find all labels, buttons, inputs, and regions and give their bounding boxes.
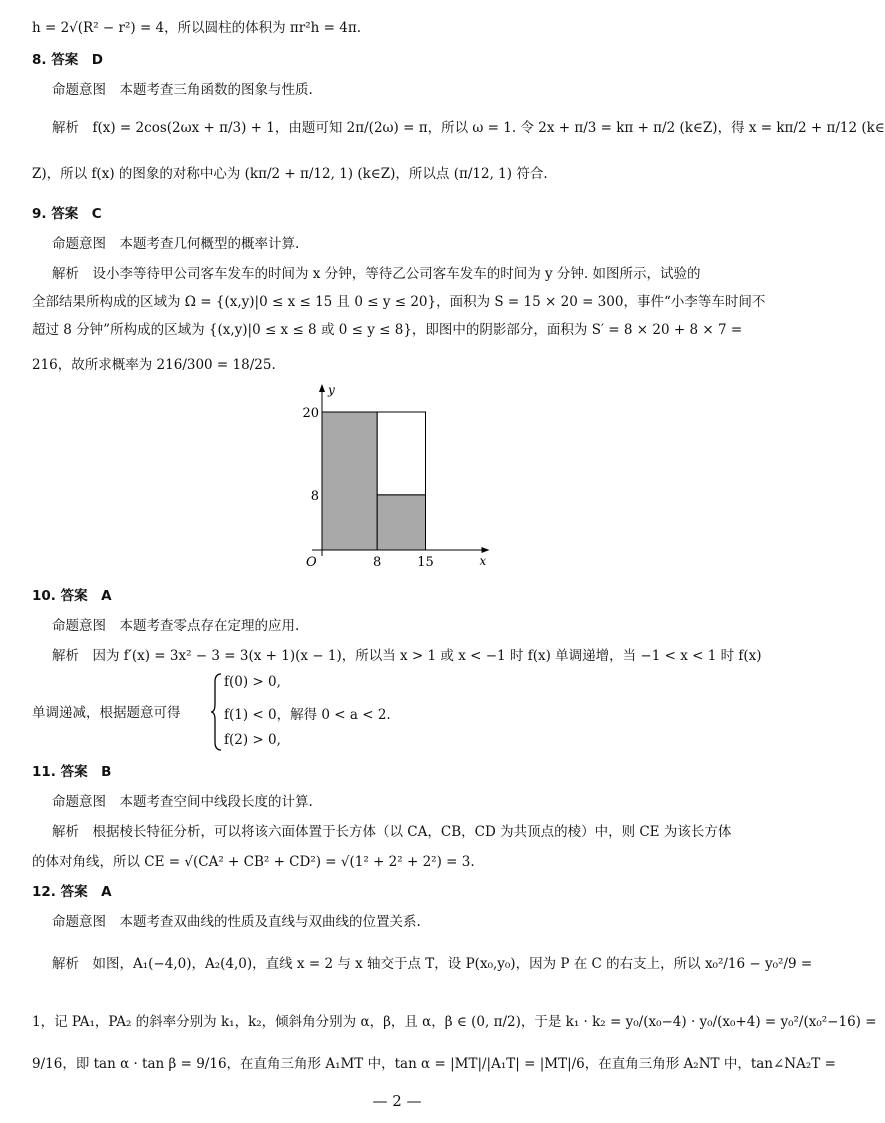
x-axis-arrow bbox=[482, 547, 490, 553]
x-axis-label: x bbox=[479, 554, 487, 568]
origin-label: O bbox=[306, 555, 317, 570]
x-tick-label-8: 8 bbox=[373, 555, 382, 570]
q11-answer-heading: 11. 答案 B bbox=[32, 764, 112, 780]
q9-intent: 命题意图 本题考查几何概型的概率计算. bbox=[52, 236, 300, 252]
q10-analysis-line-2: 单调递减，根据题意可得 bbox=[32, 705, 181, 721]
q8-intent: 命题意图 本题考查三角函数的图象与性质. bbox=[52, 82, 313, 98]
q8-analysis-line-1: 解析 f(x) = 2cos(2ωx + π/3) + 1，由题可知 2π/(2ω) = π，所以 ω = 1. 令 2x + π/3 = kπ + π/2 (k∈Z)，得 x = kπ/2 + π/12 (k∈ bbox=[52, 120, 885, 136]
page-number: — 2 — bbox=[372, 1092, 422, 1110]
probability-region-chart bbox=[296, 383, 496, 574]
q12-analysis-line-2: 1，记 PA₁，PA₂ 的斜率分别为 k₁，k₂，倾斜角分别为 α，β，且 α，β ∈ (0, π/2)，于是 k₁ · k₂ = y₀/(x₀−4) · y₀/(x₀+4) = y₀²/(x₀²−16) = bbox=[32, 1014, 877, 1030]
x-tick-label-15: 15 bbox=[417, 555, 434, 570]
left-brace bbox=[210, 672, 224, 752]
y-tick-label-20: 20 bbox=[302, 406, 319, 421]
q11-analysis-line-2: 的体对角线，所以 CE = √(CA² + CB² + CD²) = √(1² + 2² + 2²) = 3. bbox=[32, 854, 475, 870]
system-condition-1: f(0) > 0, bbox=[224, 674, 281, 690]
q9-analysis-line-3: 超过 8 分钟”所构成的区域为 {(x,y)|0 ≤ x ≤ 8 或 0 ≤ y ≤ 8}，即图中的阴影部分，面积为 S′ = 8 × 20 + 8 × 7 = bbox=[32, 322, 743, 338]
q10-analysis-line-1: 解析 因为 f′(x) = 3x² − 3 = 3(x + 1)(x − 1)，所以当 x > 1 或 x < −1 时 f(x) 单调递增，当 −1 < x < 1 时 f(x) bbox=[52, 648, 762, 664]
q10-intent: 命题意图 本题考查零点存在定理的应用. bbox=[52, 618, 300, 634]
q9-answer-heading: 9. 答案 C bbox=[32, 206, 102, 222]
q11-analysis-line-1: 解析 根据棱长特征分析，可以将该六面体置于长方体（以 CA，CB，CD 为共顶点的棱）中，则 CE 为该长方体 bbox=[52, 824, 732, 840]
answer-line: h = 2√(R² − r²) = 4，所以圆柱的体积为 πr²h = 4π. bbox=[32, 20, 362, 36]
system-condition-2: f(1) < 0，解得 0 < a < 2. bbox=[224, 707, 391, 723]
q9-analysis-line-4: 216，故所求概率为 216/300 = 18/25. bbox=[32, 357, 276, 373]
q12-intent: 命题意图 本题考查双曲线的性质及直线与双曲线的位置关系. bbox=[52, 914, 421, 930]
q12-answer-heading: 12. 答案 A bbox=[32, 884, 112, 900]
q12-analysis-line-3: 9/16，即 tan α · tan β = 9/16，在直角三角形 A₁MT 中，tan α = |MT|/|A₁T| = |MT|/6，在直角三角形 A₂NT 中，tan∠NA₂T = bbox=[32, 1056, 836, 1072]
shaded-region-1 bbox=[377, 495, 425, 550]
q8-analysis-line-2: Z)，所以 f(x) 的图象的对称中心为 (kπ/2 + π/12, 1) (k∈Z)，所以点 (π/12, 1) 符合. bbox=[32, 166, 548, 182]
q8-answer-heading: 8. 答案 D bbox=[32, 52, 103, 68]
shaded-region-0 bbox=[322, 412, 377, 550]
q9-analysis-line-1: 解析 设小李等待甲公司客车发车的时间为 x 分钟，等待乙公司客车发车的时间为 y 分钟. 如图所示，试验的 bbox=[52, 266, 701, 282]
unshaded-region-2 bbox=[377, 412, 425, 495]
system-condition-3: f(2) > 0, bbox=[224, 732, 281, 748]
q9-analysis-line-2: 全部结果所构成的区域为 Ω = {(x,y)|0 ≤ x ≤ 15 且 0 ≤ y ≤ 20}，面积为 S = 15 × 20 = 300，事件“小李等车时间不 bbox=[32, 294, 766, 310]
y-tick-label-8: 8 bbox=[310, 488, 319, 504]
q10-answer-heading: 10. 答案 A bbox=[32, 588, 112, 604]
q12-analysis-line-1: 解析 如图，A₁(−4,0)，A₂(4,0)，直线 x = 2 与 x 轴交于点 T，设 P(x₀,y₀)，因为 P 在 C 的右支上，所以 x₀²/16 − y₀²/9 = bbox=[52, 956, 813, 972]
y-axis-arrow bbox=[319, 384, 325, 392]
chart-regions bbox=[322, 412, 426, 550]
y-axis-label: y bbox=[328, 383, 335, 397]
q11-intent: 命题意图 本题考查空间中线段长度的计算. bbox=[52, 794, 313, 810]
